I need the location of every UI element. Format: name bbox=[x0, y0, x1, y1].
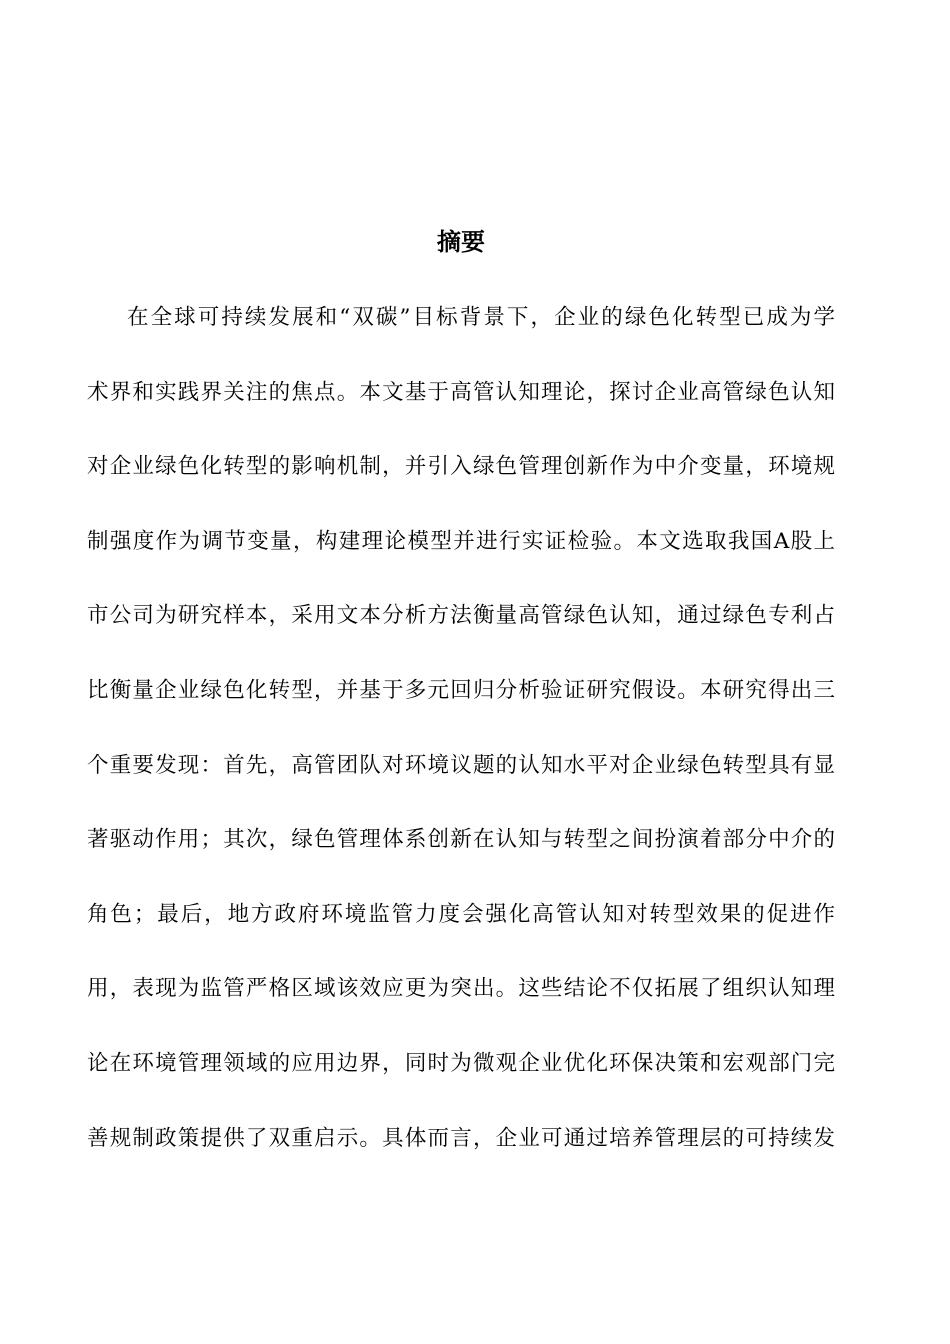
abstract-line: 个重要发现：首先，高管团队对环境议题的认知水平对企业绿色转型具有显 bbox=[87, 752, 835, 778]
abstract-line: 比衡量企业绿色化转型，并基于多元回归分析验证研究假设。本研究得出三 bbox=[87, 677, 835, 703]
abstract-line: 术界和实践界关注的焦点。本文基于高管认知理论，探讨企业高管绿色认知 bbox=[87, 379, 835, 405]
abstract-line: 著驱动作用；其次，绿色管理体系创新在认知与转型之间扮演着部分中介的 bbox=[87, 827, 835, 853]
abstract-line: 用，表现为监管严格区域该效应更为突出。这些结论不仅拓展了组织认知理 bbox=[87, 976, 835, 1002]
abstract-line: 市公司为研究样本，采用文本分析方法衡量高管绿色认知，通过绿色专利占 bbox=[87, 603, 835, 629]
abstract-line: 制强度作为调节变量，构建理论模型并进行实证检验。本文选取我国A股上 bbox=[87, 528, 835, 554]
abstract-line: 论在环境管理领域的应用边界，同时为微观企业优化环保决策和宏观部门完 bbox=[87, 1050, 835, 1076]
abstract-line: 在全球可持续发展和“双碳”目标背景下，企业的绿色化转型已成为学 bbox=[127, 305, 835, 330]
abstract-line: 对企业绿色化转型的影响机制，并引入绿色管理创新作为中介变量，环境规 bbox=[87, 454, 835, 480]
abstract-line: 角色；最后，地方政府环境监管力度会强化高管认知对转型效果的促进作 bbox=[87, 901, 835, 927]
abstract-body bbox=[87, 301, 835, 1196]
abstract-title: 摘要 bbox=[437, 228, 485, 256]
abstract-line: 善规制政策提供了双重启示。具体而言，企业可通过培养管理层的可持续发 bbox=[87, 1125, 835, 1151]
